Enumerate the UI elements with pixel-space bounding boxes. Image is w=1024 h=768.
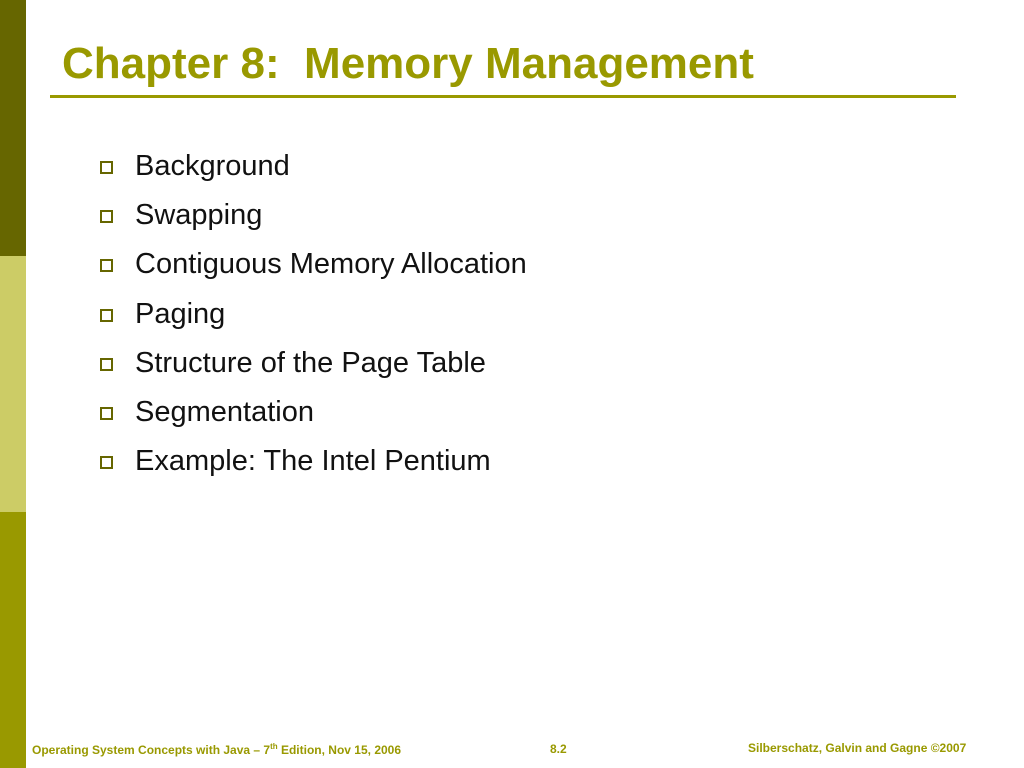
slide-title: Chapter 8: Memory Management [62, 39, 754, 88]
square-bullet-icon [100, 309, 113, 322]
footer-superscript: th [270, 742, 278, 751]
footer-book-suffix: Edition, Nov 15, 2006 [277, 743, 402, 757]
side-stripe-bottom [0, 512, 26, 768]
side-stripe [0, 0, 26, 768]
footer-copyright: Silberschatz, Galvin and Gagne ©2007 [748, 741, 967, 755]
side-stripe-middle [0, 256, 26, 512]
square-bullet-icon [100, 161, 113, 174]
side-stripe-top [0, 0, 26, 256]
square-bullet-icon [100, 407, 113, 420]
bullet-text: Swapping [135, 199, 263, 232]
bullet-text: Structure of the Page Table [135, 346, 486, 379]
bullet-text: Example: The Intel Pentium [135, 445, 491, 478]
footer-book-prefix: Operating System Concepts with Java – 7 [32, 743, 271, 757]
title-underline [50, 95, 956, 98]
bullet-text: Background [135, 150, 290, 182]
footer-page-number: 8.2 [550, 742, 567, 756]
square-bullet-icon [100, 358, 113, 371]
square-bullet-icon [100, 456, 113, 469]
square-bullet-icon [100, 259, 113, 272]
footer-book-edition [32, 742, 401, 757]
bullet-text: Segmentation [135, 395, 314, 428]
square-bullet-icon [100, 210, 113, 223]
bullet-text: Contiguous Memory Allocation [135, 248, 527, 281]
bullet-text: Paging [135, 297, 226, 330]
